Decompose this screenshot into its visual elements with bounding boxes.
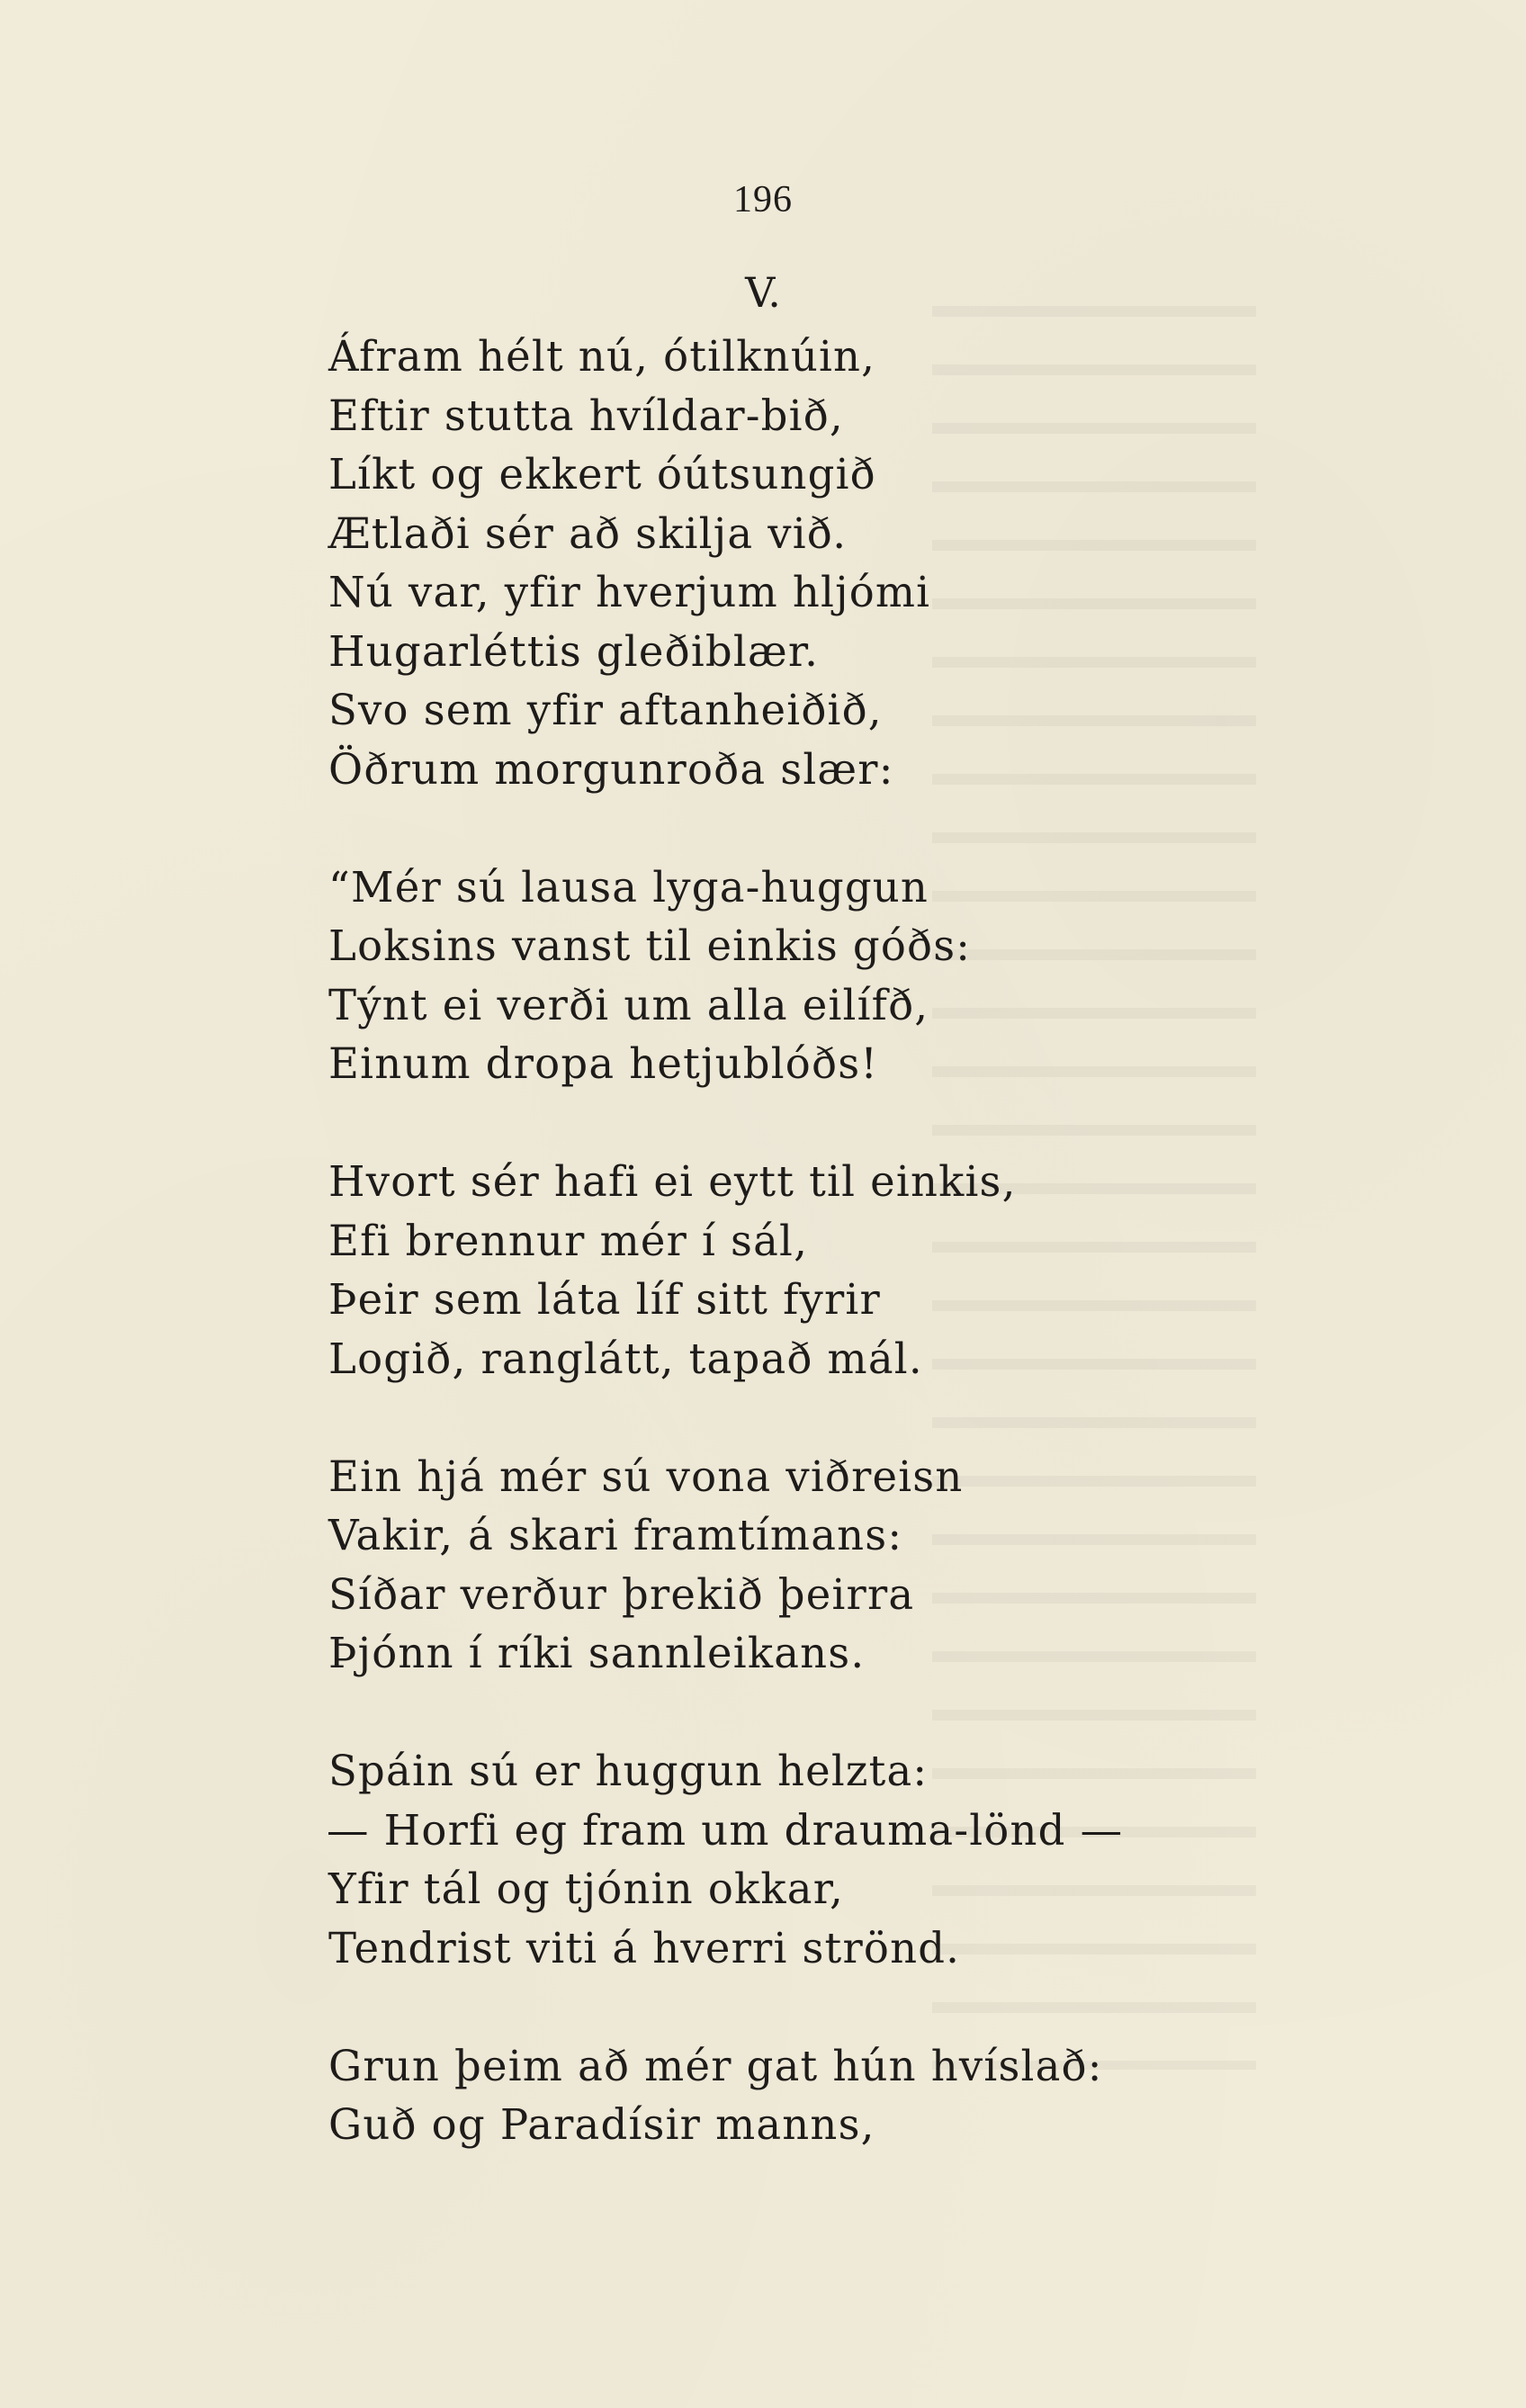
- stanza-1: [328, 328, 1363, 799]
- poem-line: Áfram hélt nú, ótilknúin,: [328, 332, 876, 381]
- poem-line: Vakir, á skari framtímans:: [328, 1511, 903, 1559]
- stanza-3: [328, 1153, 1363, 1388]
- poem-line: Ætlaði sér að skilja við.: [328, 508, 848, 558]
- poem-line: Svo sem yfir aftanheiðið,: [328, 686, 883, 734]
- poem-line: Loksins vanst til einkis góðs:: [328, 921, 972, 970]
- poem-line: Týnt ei verði um alla eilífð,: [328, 980, 929, 1029]
- poem-line: Síðar verður þrekið þeirra: [328, 1569, 915, 1619]
- stanza-5: [328, 1742, 1363, 1978]
- poem-line: Líkt og ekkert óútsungið: [328, 450, 876, 499]
- poem-line: — Horfi eg fram um drauma-lönd —: [327, 1805, 1124, 1855]
- poem-line: Logið, ranglátt, tapað mál.: [328, 1334, 923, 1383]
- poem-line: Hvort sér hafi ei eytt til einkis,: [328, 1157, 1017, 1206]
- poem-line: Þeir sem láta líf sitt fyrir: [328, 1275, 881, 1324]
- poem-line: Nú var, yfir hverjum hljómi: [328, 568, 931, 616]
- stanza-4: [328, 1448, 1363, 1684]
- section-heading: V.: [745, 268, 781, 317]
- poem: [328, 328, 1363, 2155]
- poem-line: Hugarléttis gleðiblær.: [328, 626, 820, 676]
- poem-line: Eftir stutta hvíldar-bið,: [328, 391, 844, 440]
- stanza-2: [328, 858, 1363, 1094]
- poem-line: “Mér sú lausa lyga-huggun: [328, 862, 929, 912]
- poem-line: Guð og Paradísir manns,: [328, 2100, 875, 2149]
- poem-line: Tendrist viti á hverri strönd.: [328, 1923, 961, 1972]
- page-number: 196: [733, 179, 793, 220]
- poem-line: Yfir tál og tjónin okkar,: [328, 1864, 845, 1913]
- stanza-6: [328, 2037, 1363, 2155]
- poem-line: Spáin sú er huggun helzta:: [328, 1747, 929, 1795]
- poem-line: Efi brennur mér í sál,: [328, 1216, 809, 1265]
- poem-line: Þjónn í ríki sannleikans.: [328, 1629, 866, 1677]
- poem-line: Grun þeim að mér gat hún hvíslað:: [328, 2041, 1103, 2090]
- poem-line: Ein hjá mér sú vona viðreisn: [328, 1451, 964, 1501]
- poem-line: Einum dropa hetjublóðs!: [328, 1039, 879, 1088]
- poem-line: Öðrum morgunroða slær:: [328, 744, 894, 794]
